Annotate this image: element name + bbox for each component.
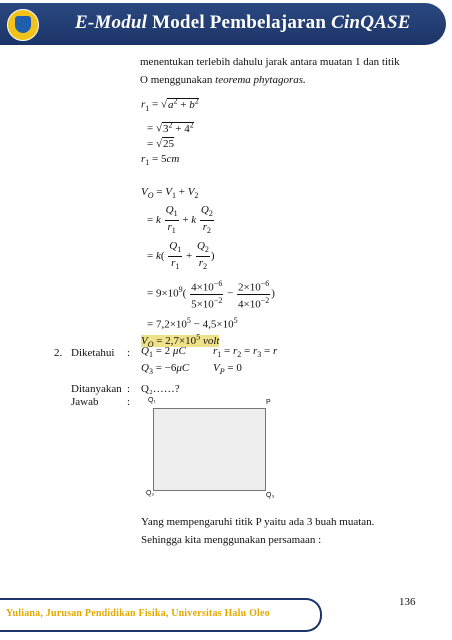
given-distances: $r_1 = r_2 = r_3 = r$ [213, 345, 278, 360]
equation-r1: $r_1 = √a^2 + b^2$ [141, 96, 199, 113]
equation-step: = k $\frac{Q_1}{r_1}$ + k $\frac{Q_2}{r_2}$ [147, 204, 213, 236]
author-affiliation: Yuliana, Jurusan Pendidikan Fisika, Universitas Halu Oleo [6, 608, 270, 619]
equation-step: = k( $\frac{Q_1}{r_1}$ + $\frac{Q_2}{r_2}$ ) [147, 240, 215, 272]
equation-step: = √25 [147, 138, 174, 150]
paragraph-line: O menggunakan teorema phytagoras. [140, 74, 306, 86]
page-header [0, 3, 446, 45]
diketahui-label: Diketahui [71, 347, 115, 359]
university-logo-icon [7, 9, 39, 41]
equation-step: = $9\times 10^9$( $\frac{4\times 10^{-6}}{5\times 10^{-2}}$ − $\frac{2\times 10^{-6}}{4\times 10^{-2}}$ ) [147, 279, 275, 311]
charge-q2-label: Q₂ [146, 490, 155, 497]
colon: : [127, 383, 131, 395]
point-p-label: P [266, 399, 271, 406]
module-title: E-Modul Model Pembelajaran CinQASE [75, 12, 411, 33]
charge-q1-label: Q₁ [148, 397, 156, 404]
given-vp: $V_P = 0$ [213, 362, 242, 377]
paragraph-line: Sehingga kita menggunakan persamaan : [141, 534, 322, 546]
colon: : [127, 396, 131, 408]
equation-result: $r_1 = 5cm$ [141, 153, 180, 168]
jawab-label: Jawab [71, 396, 99, 408]
page-number: 136 [399, 596, 416, 608]
square-diagram [153, 408, 266, 491]
equation-step: = $7,2\times 10^5 - 4,5\times 10^5$ [147, 316, 238, 331]
given-q3: $Q_3 = -6\mu C$ [141, 362, 190, 377]
colon: : [127, 347, 131, 359]
problem-number: 2. [54, 347, 63, 359]
equation-final-answer: $V_O = 2,7\times 10^5$ volt [141, 332, 220, 349]
paragraph-line: menentukan terlebih dahulu jarak antara muatan 1 dan titik [140, 56, 400, 68]
ditanyakan-label: Ditanyakan [71, 383, 122, 395]
given-q1: $Q_1 = 2$ μC [141, 345, 186, 360]
page-footer [0, 598, 322, 632]
ditanyakan-value: Q₂……? [141, 383, 180, 395]
paragraph-line: Yang mempengaruhi titik P yaitu ada 3 buah muatan. [141, 516, 375, 528]
equation-vo: $V_O = V_1 + V_2$ [141, 186, 199, 201]
charge-q3-label: Q₃ [266, 492, 275, 499]
equation-step: = $√3^2 + 4^2$ [147, 120, 194, 135]
